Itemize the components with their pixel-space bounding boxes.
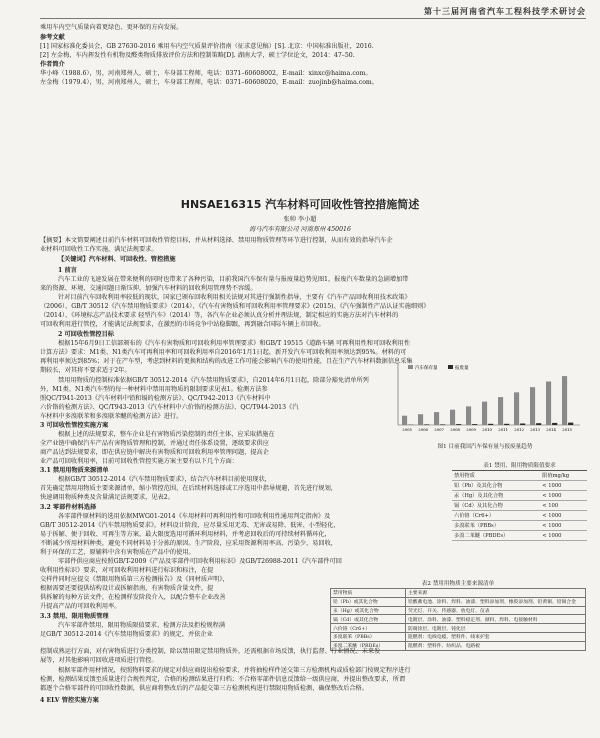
- table-1: [452, 470, 587, 541]
- bar-scrapped-2006: [424, 424, 429, 425]
- bar-ownership-2007: [434, 412, 439, 425]
- s1-line: （2014）、《环境标志产品技术要求 轻型汽车》（2014）等，各汽车企业必须认真分析并理法规，制定相应的实施方法对汽车材料的: [40, 312, 399, 319]
- legend-swatch: [448, 365, 453, 369]
- table-cell: < 1000: [540, 531, 587, 541]
- author-title: 作者简介: [40, 61, 65, 68]
- table-cell: 多溴二苯醚（PBDEs）: [452, 531, 540, 541]
- table-row: [452, 521, 587, 531]
- section-3-1-title: 3.1 禁用用物质来源清单: [40, 467, 109, 474]
- s33-line: 控制成熟运行方面，对有害物质进行分类控制，除以禁用限定禁用物质外，还需根据市场反馈，执行监督、行业情况、未来发: [40, 648, 381, 655]
- section-4-title: 4 ELV 管控实施方案: [40, 697, 99, 704]
- bar-scrapped-2008: [456, 424, 461, 425]
- table-cell: 镉（Cd）及其化合物: [452, 501, 540, 511]
- table-cell: < 1000: [540, 491, 587, 501]
- s31-line: 快速调用物质种类及含量满足法规要求，见表2。: [40, 494, 174, 501]
- table-cell: < 1000: [540, 511, 587, 521]
- author-1: 华小峰（1988.6），男，河南郑州人，硕士，车身部工程师，电话：0371–60608002，E-mail：xinxc@haima.com。: [40, 70, 372, 77]
- s32-line: 易于拆解、便于回收、可再生等方案，最大限度选用可循环利用材料，并考虑回收后的可持续材料循环化，: [40, 531, 331, 538]
- s32-line: 零部件供应商应按照GB/T-2009《产品及零部件可回收利用标识》及GB/T26988-2011《汽车部件可回: [58, 558, 342, 565]
- bar-ownership-2012: [514, 392, 519, 425]
- s32-line: 收利用性标识》要求，对可回收利用材料进行标识和标注，在提: [40, 567, 214, 574]
- bar-ownership-2006: [418, 414, 423, 425]
- bar-ownership-2009: [466, 406, 471, 425]
- s2-line: 期较长，对其将不要求适于2年。: [40, 367, 131, 374]
- s1-line: 汽车工业的飞速发展在带来便利的同时也带来了各种污染，目前我国汽车保有量与报废量趋势见图1，报废汽车数量的急剧增加带: [58, 276, 409, 283]
- s33-line: 检测，检测结果反馈至质量进行合规性判定，合格的检测结果进行归档；不合格零部件信息反馈给一级供应商，并提出整改要求，所谓: [40, 676, 406, 683]
- bar-ownership-2013: [530, 387, 535, 425]
- s32-line: 升提高产品的可回收利用率。: [40, 603, 121, 610]
- figure-1-chart: [380, 359, 585, 439]
- table-cell: 多溴联苯（PBBs）: [452, 521, 540, 531]
- s32-line: GB/T 30512-2014《汽车禁用物质要求》，材料设计阶段，应尽量采用无毒、无害或易降、低害、小型轻化、: [40, 522, 340, 529]
- s2b-line: 六价铬的检测方法》、QC/T943-2013《汽车材料中六价铬的检测方法》、QC/T944-2013《汽: [40, 404, 299, 411]
- bar-ownership-2015: [562, 376, 567, 425]
- section-3-2-title: 3.2 零部件材料选择: [40, 504, 97, 511]
- legend-label: 报废量: [455, 366, 469, 371]
- bar-scrapped-2015: [568, 423, 573, 425]
- legend-swatch: [408, 365, 413, 369]
- s3-line: 根据上述的法规要求，整车企业是有害物质污染控制的责任主体，应采取措施在: [58, 431, 275, 438]
- ref-2: [2] 左金梅，车内挥发性有机物及醛类物质排放评价方法和控制策略[D]. 湖南大学，硕士学位论文，2014：47–50.: [40, 52, 355, 59]
- x-tick-label: 2013: [530, 427, 540, 432]
- article-title: HNSAE16315 汽车材料可回收性管控措施简述: [180, 198, 420, 211]
- table-cell: 阻燃剂：电线电缆、塑料件、线束护套: [406, 632, 586, 641]
- x-tick-label: 2006: [418, 427, 428, 432]
- bar-scrapped-2014: [552, 423, 557, 425]
- legend-label: 汽车保有量: [415, 366, 438, 371]
- s32-line: 交样件同时应提交《禁限用物质第三方检测报告》及《同材质声明》，: [40, 576, 229, 583]
- bar-scrapped-2013: [536, 423, 541, 425]
- x-tick-label: 2011: [498, 427, 508, 432]
- table-cell: 多溴二苯醚（PBDEs）: [331, 641, 406, 650]
- table-row: [331, 632, 586, 641]
- s2-line: 计算方法》要求：M1类、N1类汽车可再利用率和可回收利用率自2016年1月1日起，新开发汽车可回收利用率须达到95%。材料的可: [40, 349, 407, 356]
- table-row: [331, 624, 586, 633]
- s32-line: 根据需要还要提供结构设计或拆解指南，有害物质含量文件，提: [40, 585, 214, 592]
- section-1-title: 1 前言: [58, 267, 77, 274]
- s3-line: 业产品可回收利用率，目前可回收性管控实施方案主要有以下几个方面：: [40, 458, 238, 465]
- figure-1-caption: 图1 目前我国汽车保有量与报废量趋势: [437, 444, 533, 450]
- table-row: [452, 501, 587, 511]
- s2-line: 根据15年6月9日工信部颁布的《汽车有害物质和可回收利用率管理要求》和GB/T 19515《道路车辆 可再利用性和可回收利用性: [58, 340, 411, 347]
- s2-line: 再利用率须达到85%；对于在产车型，考虑到材料的更换和结构的改进工作可能会影响汽车的使用性能，且在生产汽车材料数据信息采集: [40, 358, 413, 365]
- s1-line: 可回收利用进行管控，才能满足法规要求，在激烈的市场竞争中站稳脚跟，再到融合国际车辆上市回收。: [40, 321, 325, 328]
- s3-line: 全产业链中确保汽车产品有害物质管理和控制，并通过责任体系设置，逐级要求供应: [40, 440, 269, 447]
- s33-line: 足GB/T 30512-2014《汽车禁用物质要求》的规定，并依企业: [40, 631, 213, 638]
- table-row: [452, 511, 587, 521]
- table-cell: 阻燃剂：塑料件、纺织品、电路板: [406, 641, 586, 650]
- article-affiliation: 海马汽车有限公司 河南郑州 450016: [249, 226, 351, 233]
- author-2: 左金梅（1979.4），男，河南郑州人，硕士，车身部工程师，电话：0371–60608020，E-mail：zuojinb@haima.com。: [40, 79, 378, 86]
- bar-scrapped-2010: [488, 424, 493, 425]
- x-tick-label: 2010: [482, 427, 492, 432]
- table-row: [331, 615, 586, 624]
- s33-line: 都逐个合格零部件的可回收性数据，供应商将整改后的产品提交第三方检测机构进行禁限用物质检测，确保整改后合格。: [40, 685, 368, 692]
- table-cell: < 1000: [540, 521, 587, 531]
- table-cell: 六价铬（Cr6+）: [331, 624, 406, 633]
- table-cell: 多溴联苯（PBBs）: [331, 632, 406, 641]
- table-cell: 电镀层、涂料、油漆、塑料稳定剂、颜料、焊料、电接触材料: [406, 615, 586, 624]
- table-cell: 荧光灯、开关、传感器、放电灯、仪表: [406, 606, 586, 615]
- bar-ownership-2008: [450, 410, 455, 425]
- section-2-title: 2 可回收性管控目标: [58, 331, 114, 338]
- s33-line: 汽车零部件禁用、限用物质限值要求、检测方法及拒检规程满: [58, 622, 226, 629]
- s2b-line: 车材料中多溴联苯和多溴联苯醚的检测方法》进行。: [40, 413, 183, 420]
- x-tick-label: 2015: [562, 427, 572, 432]
- s1-line: 来的资源、环境、交通问题日渐压抑，加强汽车材料的回收利用管理势不容缓。: [40, 285, 257, 292]
- s2b-line: 外，M1类、N1类汽车型的每一种材料中禁用用物质的限制要求见表1。检测方法参: [40, 386, 268, 393]
- table-cell: 铅（Pb）或其化合物: [331, 597, 406, 606]
- table-cell: 防腐涂层、电镀层、钝化层: [406, 624, 586, 633]
- x-tick-label: 2012: [514, 427, 524, 432]
- abstract-line-2: 业材料可回收性工作实施，满足法规要求。: [40, 246, 158, 253]
- x-tick-label: 2008: [450, 427, 460, 432]
- header-rule: [40, 18, 586, 19]
- bar-ownership-2005: [402, 416, 407, 425]
- s32-line: 供拆解的每种方法文件，在检测样发阶段介入，以配合整车企业改善: [40, 594, 226, 601]
- bar-ownership-2011: [498, 397, 503, 425]
- s33-line: 根据零部件用材情况，按照物料要求的规定对供应商提出检验要求，并将抽检样件送交第三方检测机构或质检部门按规定程序进行: [58, 667, 411, 674]
- s3-line: 商产品达到法规要求，即在供应链中解决有害物质和可回收利用率管理问题，提高企: [40, 449, 269, 456]
- table-cell: 铅（Pb）及其化合物: [452, 481, 540, 491]
- table-cell: < 100: [540, 501, 587, 511]
- table-row: [452, 481, 587, 491]
- bar-scrapped-2011: [504, 424, 509, 425]
- bar-scrapped-2007: [440, 424, 445, 425]
- s2b-line: 照QC/T941-2013《汽车材料中铅和镉的检测方法》、QC/T942-2013《汽车材料中: [40, 395, 271, 402]
- s33-line: 展等，对其他影响可回收进项质进行管控。: [40, 657, 158, 664]
- s31-line: 首先确定禁用用物质主要来源清单，缩小管控范围，在后续材料选择或工序选用中指导规避，首先进行规划，: [40, 485, 337, 492]
- x-tick-label: 2009: [466, 427, 476, 432]
- bar-ownership-2010: [482, 402, 487, 425]
- table-2-caption: 表2 禁用用物质主要来源清单: [421, 581, 495, 587]
- bar-scrapped-2012: [520, 424, 525, 426]
- table-1-header: [452, 471, 587, 481]
- keywords: 【关键词】汽车材料、可回收性、管控措施: [58, 256, 176, 263]
- s31-line: 根据GB/T 30512-2014《汽车禁用物质要求》，结合汽车材料目前使用现状，: [58, 476, 271, 483]
- section-3-title: 3 可回收性管控实施方案: [40, 422, 109, 429]
- ref-1: [1] 国家标准化委员会，GB 27630-2016 乘用车内空气质量评价指南（征求意见稿）[S]. 北京：中国标准出版社，2016.: [40, 43, 374, 50]
- abstract-line-1: 【摘要】本文简要阐述目前汽车材料可回收性管控目标，并从材料选择、禁用用物质管理等环节进行控制，从而有效的指导汽车企: [40, 237, 393, 244]
- s1-line: 针对目前汽车回收利用率较低的现状，国家已颁布回收利用相关法规对其进行强制性指导，主要有《汽车产品回收利用技术政策》: [58, 294, 411, 301]
- journal-header: 第十三届河南省汽车工程科技学术研讨会: [424, 6, 586, 16]
- bar-ownership-2014: [546, 382, 551, 426]
- refs-title: 参考文献: [40, 34, 65, 41]
- figure-1: [380, 359, 585, 439]
- table-1-caption: 表1 禁用、限用物质限值要求: [483, 463, 556, 469]
- table-row: [452, 491, 587, 501]
- x-tick-label: 2007: [434, 427, 444, 432]
- table-cell: 主要来源: [406, 589, 586, 598]
- prev-tail: 乘用车内空气质量向着更绿色、更环保的方向发展。: [40, 24, 183, 31]
- table-2: [330, 588, 586, 651]
- x-tick-group: [402, 427, 572, 432]
- s32-line: 利于环保的工艺，原辅料中含有害物质在产品中的使用。: [40, 549, 195, 556]
- bar-scrapped-2009: [472, 424, 477, 425]
- x-tick-label: 2014: [546, 427, 556, 432]
- table-cell: 镉（Cd）或其化合物: [331, 615, 406, 624]
- section-3-3-title: 3.3 禁用、限用物质管理: [40, 613, 109, 620]
- table-cell: 汞（Hg）及其化合物: [452, 491, 540, 501]
- table-row: [331, 606, 586, 615]
- table-cell: 铅酸蓄电池、涂料、焊料、油漆、塑料添加剂、橡胶添加剂、铅黄铜、铅锡合金: [406, 597, 586, 606]
- table-cell: 禁用物质: [331, 589, 406, 598]
- table-cell: < 1000: [540, 481, 587, 491]
- s2b-line: 禁用用物质的控制标准依据GB/T 30512-2014《汽车禁用物质要求》，自2014年6月1日起，除部分豁免清单所列: [58, 377, 369, 384]
- table-cell: 六价铬（Cr6+）: [452, 511, 540, 521]
- s1-line: （2006）、GB/T 30512《汽车禁用物质要求》（2014）、《汽车有害物质和可回收利用率管理要求》(2015)、《汽车强制性产品认证实施细则》: [40, 303, 430, 310]
- article-authors: 张帅 李小超: [283, 216, 317, 223]
- table-cell: 汞（Hg）或其化合物: [331, 606, 406, 615]
- table-2-header: [331, 589, 586, 598]
- table-cell: 限值mg/kg: [540, 471, 587, 481]
- bar-group: [402, 376, 573, 425]
- table-row: [452, 531, 587, 541]
- x-tick-label: 2005: [402, 427, 412, 432]
- s32-line: 不断减少所用材料种类，避免不同材料易于分拣的原因。生产阶段，应采用资源利用率高、污染少、易回收，: [40, 540, 337, 547]
- table-row: [331, 597, 586, 606]
- table-cell: 禁用物质: [452, 471, 540, 481]
- s32-line: 各零部件原材料的选用依据MWG01-2014《车用材料可再利用性和可回收利用性通用判定指南》及: [58, 513, 331, 520]
